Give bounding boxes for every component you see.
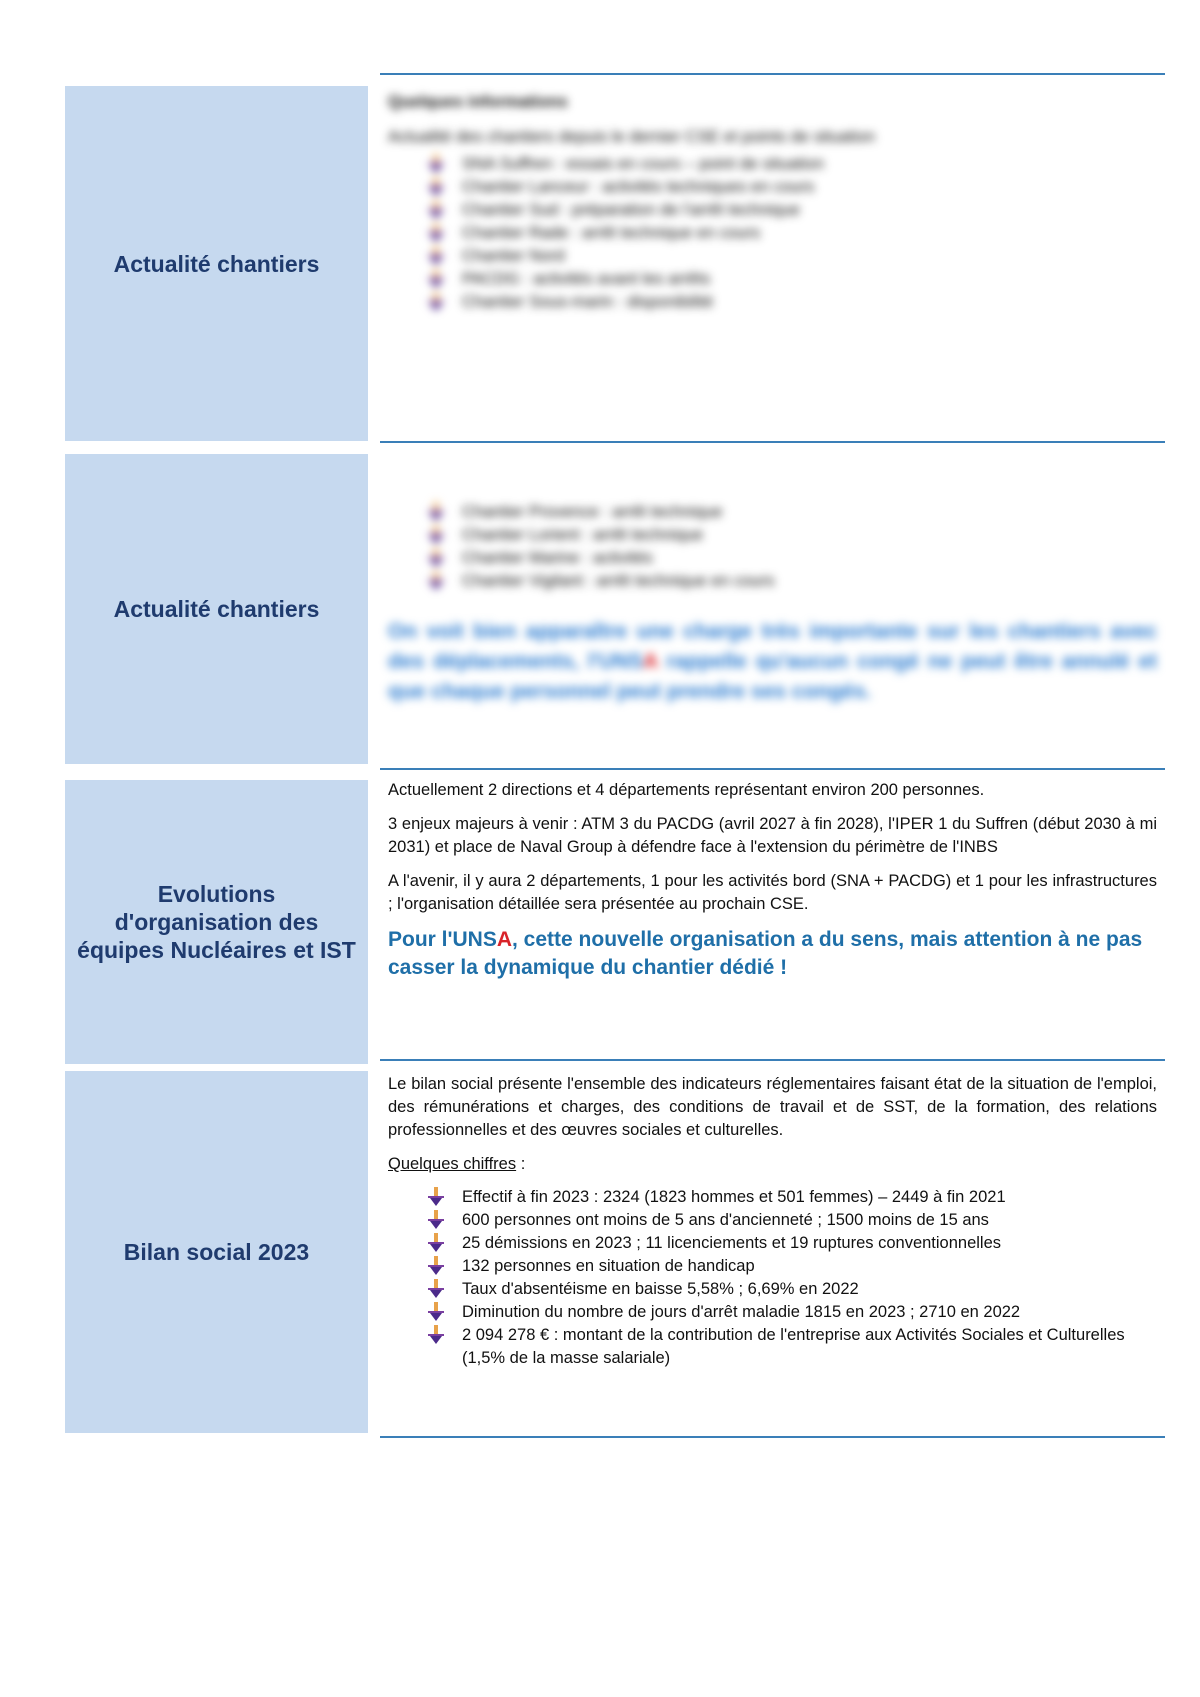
list-item: Diminution du nombre de jours d'arrêt maladie 1815 en 2023 ; 2710 en 2022 (428, 1301, 1157, 1324)
list-item: SNA Suffren : essais en cours – point de situation (428, 153, 1157, 176)
content-body (380, 1059, 1165, 1370)
bullet-arrow-icon (428, 1210, 444, 1230)
section-title: Actualité chantiers (113, 596, 320, 622)
bullet-arrow-icon (428, 571, 444, 591)
blurred-content (380, 75, 1165, 314)
bullet-arrow-icon (428, 246, 444, 266)
bullet-arrow-icon (428, 269, 444, 289)
bullet-arrow-icon (428, 1325, 444, 1345)
bullet-arrow-icon (428, 1256, 444, 1276)
paragraph: 3 enjeux majeurs à venir : ATM 3 du PACDG (avril 2027 à fin 2028), l'IPER 1 du Suffren (début 2030 à mi 2031) et place de Naval Group à défendre face à l'extension du périmètre de l'INBS (388, 815, 1157, 856)
section-actualite-1 (65, 73, 1165, 448)
bullet-arrow-icon (428, 548, 444, 568)
bullet-arrow-icon (428, 292, 444, 312)
list-item: Chantier Sous-marin : disponibilité (428, 291, 1157, 314)
section-title: Evolutions d'organisation des équipes Nucléaires et IST (77, 881, 356, 963)
section-actualite-2 (65, 441, 1165, 771)
intro-heading: Quelques informations (388, 93, 568, 111)
bullet-arrow-icon (428, 1279, 444, 1299)
list-item: PACDG : activités avant les arrêts (428, 268, 1157, 291)
list-item: Chantier Lanceur : activités techniques en cours (428, 176, 1157, 199)
section-label-box (65, 780, 368, 1064)
union-note: On voit bien apparaître une charge très importante sur les chantiers avec des déplacements, l'UNSA rappelle qu'aucun congé ne peut être annulé et que chaque personnel peut prendre ses congés. (388, 620, 1158, 703)
list-item: Chantier Sud : préparation de l'arrêt technique (428, 199, 1157, 222)
section-content (380, 768, 1165, 1058)
list-item: Chantier Nord (428, 245, 1157, 268)
section-title: Bilan social 2023 (123, 1239, 310, 1265)
intro-line: Actualité des chantiers depuis le dernier CSE et points de situation (388, 128, 876, 146)
paragraph: Le bilan social présente l'ensemble des indicateurs réglementaires faisant état de la situation de l'emploi, des rémunérations et charges, des conditions de travail et de SST, de la formation, des relations professionnelles et des œuvres sociales et culturelles. (388, 1075, 1157, 1139)
list-item: Chantier Rade : arrêt technique en cours (428, 222, 1157, 245)
list-item: Chantier Vigilant : arrêt technique en cours (428, 570, 1157, 593)
info-list (388, 501, 1157, 593)
list-item: Chantier Marine : activités (428, 547, 1157, 570)
paragraph: A l'avenir, il y aura 2 départements, 1 pour les activités bord (SNA + PACDG) et 1 pour les infrastructures ; l'organisation détaillée sera présentée au prochain CSE. (388, 872, 1157, 913)
section-title: Actualité chantiers (113, 250, 320, 277)
bullet-arrow-icon (428, 177, 444, 197)
section-divider (380, 1436, 1165, 1438)
blurred-content (380, 441, 1165, 707)
bullet-arrow-icon (428, 502, 444, 522)
subheading: Quelques chiffres : (388, 1155, 526, 1173)
bullet-arrow-icon (428, 1302, 444, 1322)
bullet-arrow-icon (428, 1187, 444, 1207)
section-evolutions (65, 768, 1165, 1063)
list-item: 2 094 278 € : montant de la contribution de l'entreprise aux Activités Sociales et Culturelles (1,5% de la masse salariale) (428, 1324, 1157, 1370)
list-item: 25 démissions en 2023 ; 11 licenciements et 19 ruptures conventionnelles (428, 1232, 1157, 1255)
list-item: Chantier Provence : arrêt technique (428, 501, 1157, 524)
list-item: 600 personnes ont moins de 5 ans d'ancienneté ; 1500 moins de 15 ans (428, 1209, 1157, 1232)
paragraph: Actuellement 2 directions et 4 départements représentant environ 200 personnes. (388, 781, 985, 799)
list-item: 132 personnes en situation de handicap (428, 1255, 1157, 1278)
bullet-arrow-icon (428, 200, 444, 220)
list-item: Chantier Lorient : arrêt technique (428, 524, 1157, 547)
bullet-arrow-icon (428, 1233, 444, 1253)
bullet-arrow-icon (428, 223, 444, 243)
figures-list (388, 1186, 1157, 1370)
info-list (388, 153, 1157, 314)
section-content (380, 441, 1165, 763)
union-highlight: Pour l'UNSA, cette nouvelle organisation a du sens, mais attention à ne pas casser la dynamique du chantier dédié ! (388, 928, 1143, 979)
section-label-box (65, 1071, 368, 1433)
section-content (380, 1059, 1165, 1429)
section-bilan-social (65, 1059, 1165, 1439)
list-item: Effectif à fin 2023 : 2324 (1823 hommes et 501 femmes) – 2449 à fin 2021 (428, 1186, 1157, 1209)
section-content (380, 73, 1165, 435)
bullet-arrow-icon (428, 525, 444, 545)
section-label-box (65, 86, 368, 441)
section-label-box (65, 454, 368, 764)
list-item: Taux d'absentéisme en baisse 5,58% ; 6,69% en 2022 (428, 1278, 1157, 1301)
bullet-arrow-icon (428, 154, 444, 174)
content-body (380, 768, 1165, 982)
